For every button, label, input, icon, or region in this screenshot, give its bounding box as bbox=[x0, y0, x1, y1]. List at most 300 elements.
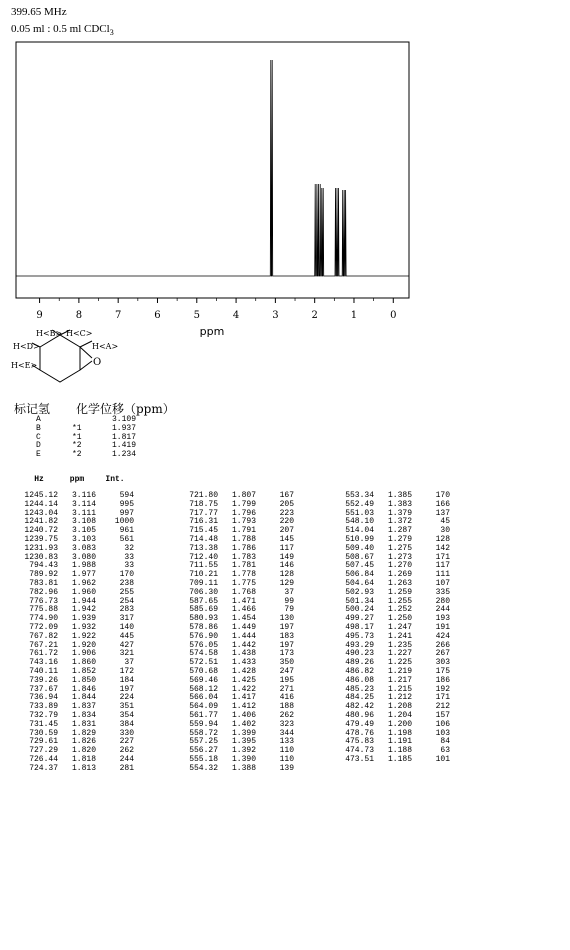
peak-hz: 574.58 bbox=[189, 649, 218, 659]
peak-intensity: 255 bbox=[119, 587, 134, 597]
peak-intensity: 280 bbox=[435, 596, 450, 606]
shift-value: 1.234 bbox=[112, 450, 137, 460]
peak-intensity: 997 bbox=[119, 508, 134, 518]
peak-ppm: 1.781 bbox=[231, 561, 256, 571]
peak-intensity: 207 bbox=[279, 526, 294, 536]
peak-ppm: 1.208 bbox=[387, 702, 412, 712]
peak-intensity: 139 bbox=[279, 763, 294, 773]
peak-hz: 716.31 bbox=[189, 517, 218, 527]
peak-ppm: 1.454 bbox=[231, 614, 256, 624]
peak-ppm: 1.783 bbox=[231, 552, 256, 562]
peak-ppm: 1.796 bbox=[231, 508, 256, 518]
peak-ppm: 1.826 bbox=[71, 737, 96, 747]
peak-hz: 709.11 bbox=[189, 578, 218, 588]
peak-hz: 783.81 bbox=[29, 578, 58, 588]
peak-hz: 576.90 bbox=[189, 631, 218, 641]
peak-hz: 510.99 bbox=[345, 534, 374, 544]
nmr-spectrum-chart bbox=[0, 0, 570, 345]
peak-ppm: 1.813 bbox=[71, 763, 96, 773]
peak-intensity: 266 bbox=[435, 640, 450, 650]
peak-ppm: 3.114 bbox=[71, 499, 96, 509]
peak-ppm: 1.860 bbox=[71, 658, 96, 668]
peak-hz: 772.09 bbox=[29, 622, 58, 632]
x-tick-label: 1 bbox=[350, 310, 358, 321]
label-hb: H<B> bbox=[36, 329, 63, 338]
peak-intensity: 193 bbox=[435, 614, 450, 624]
peak-intensity: 281 bbox=[119, 763, 134, 773]
peak-intensity: 212 bbox=[435, 702, 450, 712]
peak-ppm: 1.844 bbox=[71, 693, 96, 703]
peak-ppm: 1.372 bbox=[387, 517, 412, 527]
peak-intensity: 262 bbox=[279, 710, 294, 720]
peak-ppm: 1.270 bbox=[387, 561, 412, 571]
peak-intensity: 224 bbox=[119, 693, 134, 703]
assignment-note: *2 bbox=[72, 450, 82, 460]
peak-hz: 1230.83 bbox=[24, 552, 58, 562]
peak-intensity: 303 bbox=[435, 658, 450, 668]
epoxide-bond-2 bbox=[80, 361, 92, 370]
peak-hz: 1241.82 bbox=[24, 517, 58, 527]
peak-ppm: 1.383 bbox=[387, 499, 412, 509]
peak-ppm: 1.235 bbox=[387, 640, 412, 650]
peak-hz: 585.69 bbox=[189, 605, 218, 615]
assignment-note: *2 bbox=[72, 441, 82, 451]
peak-intensity: 961 bbox=[119, 526, 134, 536]
peak-hz: 501.34 bbox=[345, 596, 374, 606]
peak-intensity: 205 bbox=[279, 499, 294, 509]
peak-ppm: 1.449 bbox=[231, 622, 256, 632]
peak-ppm: 1.263 bbox=[387, 578, 412, 588]
peak-intensity: 170 bbox=[435, 491, 450, 500]
label-hc: H<C> bbox=[66, 329, 93, 338]
peak-hz: 774.90 bbox=[29, 614, 58, 624]
peak-ppm: 1.188 bbox=[387, 746, 412, 756]
peak-hz: 514.04 bbox=[345, 526, 374, 536]
peak-intensity: 344 bbox=[279, 728, 294, 738]
peak-hz: 508.67 bbox=[345, 552, 374, 562]
peak-intensity: 445 bbox=[119, 631, 134, 641]
peak-intensity: 166 bbox=[435, 499, 450, 509]
label-oxygen: O bbox=[93, 357, 102, 368]
peak-intensity: 63 bbox=[440, 746, 450, 756]
peak-hz: 504.64 bbox=[345, 578, 374, 588]
cyclohexane-ring bbox=[40, 335, 80, 382]
peak-hz: 730.59 bbox=[29, 728, 58, 738]
x-tick-label: 8 bbox=[75, 310, 83, 321]
peak-ppm: 1.852 bbox=[71, 666, 96, 676]
peak-hz: 551.03 bbox=[345, 508, 374, 518]
peak-intensity: 79 bbox=[284, 605, 294, 615]
peak-intensity: 37 bbox=[284, 587, 294, 597]
peak-ppm: 1.204 bbox=[387, 710, 412, 720]
peak-hz: 776.73 bbox=[29, 596, 58, 606]
peak-ppm: 1.422 bbox=[231, 684, 256, 694]
peak-hz: 506.84 bbox=[345, 570, 374, 580]
peak-ppm: 1.385 bbox=[387, 491, 412, 500]
peak-intensity: 172 bbox=[119, 666, 134, 676]
peak-table-col-1 bbox=[20, 476, 134, 774]
peak-ppm: 1.944 bbox=[71, 596, 96, 606]
hydrogen-label: D bbox=[36, 441, 41, 451]
peak-hz: 718.75 bbox=[189, 499, 218, 509]
peak-hz: 1231.93 bbox=[24, 543, 58, 553]
peak-ppm: 1.837 bbox=[71, 702, 96, 712]
peak-ppm: 1.212 bbox=[387, 693, 412, 703]
peak-ppm: 3.111 bbox=[71, 508, 96, 518]
peak-intensity: 110 bbox=[279, 746, 294, 756]
peak-intensity: 32 bbox=[124, 543, 134, 553]
peak-intensity: 561 bbox=[119, 534, 134, 544]
spectrometer-frequency: 399.65 MHz bbox=[11, 6, 67, 18]
peak-hz: 502.93 bbox=[345, 587, 374, 597]
peak-intensity: 323 bbox=[279, 719, 294, 729]
peak-intensity: 262 bbox=[119, 746, 134, 756]
peak-hz: 714.48 bbox=[189, 534, 218, 544]
peak-ppm: 1.471 bbox=[231, 596, 256, 606]
peak-ppm: 1.279 bbox=[387, 534, 412, 544]
peak-ppm: 1.275 bbox=[387, 543, 412, 553]
x-tick-label: 0 bbox=[390, 310, 397, 321]
peak-ppm: 1.412 bbox=[231, 702, 256, 712]
peak-hz: 724.37 bbox=[29, 763, 58, 773]
peak-hz: 715.45 bbox=[189, 526, 218, 536]
peak-ppm: 1.846 bbox=[71, 684, 96, 694]
peak-intensity: 192 bbox=[435, 684, 450, 694]
peak-ppm: 1.399 bbox=[231, 728, 256, 738]
peak-ppm: 1.241 bbox=[387, 631, 412, 641]
peak-intensity: 175 bbox=[435, 666, 450, 676]
solvent-subscript: 3 bbox=[109, 28, 114, 38]
peak-hz: 711.55 bbox=[189, 561, 218, 571]
peak-hz: 489.26 bbox=[345, 658, 374, 668]
peak-intensity: 129 bbox=[279, 578, 294, 588]
peak-ppm: 1.834 bbox=[71, 710, 96, 720]
peak-intensity: 197 bbox=[279, 640, 294, 650]
peak-ppm: 1.788 bbox=[231, 534, 256, 544]
peak-hz: 474.73 bbox=[345, 746, 374, 756]
peak-ppm: 1.778 bbox=[231, 570, 256, 580]
peak-hz: 1239.75 bbox=[24, 534, 58, 544]
peak-hz: 566.04 bbox=[189, 693, 218, 703]
peak-hz: 578.86 bbox=[189, 622, 218, 632]
peak-intensity: 167 bbox=[279, 491, 294, 500]
peak-ppm: 1.850 bbox=[71, 675, 96, 685]
peak-intensity: 103 bbox=[435, 728, 450, 738]
x-axis bbox=[36, 298, 396, 321]
peak-intensity: 244 bbox=[435, 605, 450, 615]
peak-hz: 500.24 bbox=[345, 605, 374, 615]
peak-intensity: 171 bbox=[435, 552, 450, 562]
peak-ppm: 1.225 bbox=[387, 658, 412, 668]
peak-hz: 727.29 bbox=[29, 746, 58, 756]
peak-intensity: 197 bbox=[119, 684, 134, 694]
peak-intensity: 384 bbox=[119, 719, 134, 729]
peak-ppm: 1.939 bbox=[71, 614, 96, 624]
plot-frame bbox=[16, 42, 409, 298]
peak-hz: 558.72 bbox=[189, 728, 218, 738]
peak-intensity: 227 bbox=[119, 737, 134, 747]
header-int: Int. bbox=[105, 475, 125, 484]
peak-intensity: 111 bbox=[435, 570, 450, 580]
peak-ppm: 1.818 bbox=[71, 754, 96, 764]
peak-hz: 473.51 bbox=[345, 754, 374, 764]
peak-table-spacer bbox=[336, 476, 450, 492]
peak-hz: 557.25 bbox=[189, 737, 218, 747]
bond-ha bbox=[80, 341, 92, 347]
peak-intensity: 416 bbox=[279, 693, 294, 703]
peak-intensity: 101 bbox=[435, 754, 450, 764]
peak-intensity: 146 bbox=[279, 561, 294, 571]
peak-hz: 739.26 bbox=[29, 675, 58, 685]
shift-value: 1.419 bbox=[112, 441, 137, 451]
peak-ppm: 1.442 bbox=[231, 640, 256, 650]
peak-ppm: 1.269 bbox=[387, 570, 412, 580]
peak-hz: 479.49 bbox=[345, 719, 374, 729]
peak-table-col-2 bbox=[180, 476, 294, 774]
peak-hz: 498.17 bbox=[345, 622, 374, 632]
peak-ppm: 1.793 bbox=[231, 517, 256, 527]
peak-intensity: 106 bbox=[435, 719, 450, 729]
assigned-hydrogen-heading: 标记氢 bbox=[14, 402, 51, 416]
peak-intensity: 133 bbox=[279, 737, 294, 747]
peak-intensity: 33 bbox=[124, 561, 134, 571]
shift-value: 1.817 bbox=[112, 432, 137, 442]
peak-ppm: 1.988 bbox=[71, 561, 96, 571]
peak-intensity: 223 bbox=[279, 508, 294, 518]
label-hd: H<D> bbox=[13, 342, 40, 351]
peak-intensity: 995 bbox=[119, 499, 134, 509]
spacer-cell bbox=[180, 476, 294, 492]
peak-hz: 712.40 bbox=[189, 552, 218, 562]
peak-ppm: 1.392 bbox=[231, 746, 256, 756]
spectrum-trace bbox=[16, 60, 409, 276]
peak-ppm: 1.425 bbox=[231, 675, 256, 685]
peak-hz: 717.77 bbox=[189, 508, 218, 518]
peak-ppm: 1.932 bbox=[71, 622, 96, 632]
peak-intensity: 157 bbox=[435, 710, 450, 720]
peak-ppm: 1.273 bbox=[387, 552, 412, 562]
x-tick-label: 7 bbox=[114, 310, 122, 321]
x-tick-label: 3 bbox=[272, 310, 279, 321]
peak-ppm: 1.390 bbox=[231, 754, 256, 764]
assignment-note: *1 bbox=[72, 423, 82, 433]
peak-intensity: 317 bbox=[119, 614, 134, 624]
peak-intensity: 99 bbox=[284, 596, 294, 606]
peak-intensity: 195 bbox=[279, 675, 294, 685]
peak-intensity: 117 bbox=[435, 561, 450, 571]
peak-ppm: 1.807 bbox=[231, 491, 256, 500]
peak-intensity: 238 bbox=[119, 578, 134, 588]
peak-intensity: 110 bbox=[279, 754, 294, 764]
peak-ppm: 1.444 bbox=[231, 631, 256, 641]
peak-ppm: 1.922 bbox=[71, 631, 96, 641]
peak-hz: 507.45 bbox=[345, 561, 374, 571]
peak-intensity: 184 bbox=[119, 675, 134, 685]
peak-hz: 499.27 bbox=[345, 614, 374, 624]
shift-value: 1.937 bbox=[112, 423, 137, 433]
peak-hz: 475.83 bbox=[345, 737, 374, 747]
peak-hz: 486.08 bbox=[345, 675, 374, 685]
peak-hz: 731.45 bbox=[29, 719, 58, 729]
peak-ppm: 1.791 bbox=[231, 526, 256, 536]
peak-hz: 740.11 bbox=[29, 666, 58, 676]
peak-intensity: 424 bbox=[435, 631, 450, 641]
peak-ppm: 1.287 bbox=[387, 526, 412, 536]
peak-ppm: 1.942 bbox=[71, 605, 96, 615]
peak-intensity: 283 bbox=[119, 605, 134, 615]
peak-intensity: 335 bbox=[435, 587, 450, 597]
peak-hz: 556.27 bbox=[189, 746, 218, 756]
peak-ppm: 1.250 bbox=[387, 614, 412, 624]
hydrogen-label: C bbox=[36, 432, 41, 442]
peak-hz: 482.42 bbox=[345, 702, 374, 712]
peak-hz: 713.38 bbox=[189, 543, 218, 553]
peak-hz: 559.94 bbox=[189, 719, 218, 729]
peak-ppm: 3.116 bbox=[71, 491, 96, 500]
peak-intensity: 145 bbox=[279, 534, 294, 544]
peak-hz: 480.96 bbox=[345, 710, 374, 720]
peak-ppm: 1.406 bbox=[231, 710, 256, 720]
peak-hz: 572.51 bbox=[189, 658, 218, 668]
label-he: H<E> bbox=[11, 361, 38, 370]
peak-intensity: 173 bbox=[279, 649, 294, 659]
peak-intensity: 427 bbox=[119, 640, 134, 650]
peak-hz: 564.09 bbox=[189, 702, 218, 712]
peak-intensity: 45 bbox=[440, 517, 450, 527]
epoxide-bond-1 bbox=[80, 347, 92, 358]
peak-intensity: 186 bbox=[435, 675, 450, 685]
peak-ppm: 1.428 bbox=[231, 666, 256, 676]
shift-row bbox=[36, 451, 152, 460]
peak-intensity: 128 bbox=[279, 570, 294, 580]
peak-row bbox=[180, 765, 294, 774]
peak-hz: 721.80 bbox=[189, 491, 218, 500]
peak-intensity: 37 bbox=[124, 658, 134, 668]
peak-hz: 561.77 bbox=[189, 710, 218, 720]
peak-table-col-3 bbox=[336, 476, 450, 765]
peak-hz: 509.40 bbox=[345, 543, 374, 553]
x-tick-label: 6 bbox=[154, 310, 161, 321]
peak-ppm: 3.080 bbox=[71, 552, 96, 562]
peak-ppm: 1.395 bbox=[231, 737, 256, 747]
peak-intensity: 30 bbox=[440, 526, 450, 536]
peak-ppm: 1.185 bbox=[387, 754, 412, 764]
peak-hz: 580.93 bbox=[189, 614, 218, 624]
shift-assignment-table bbox=[36, 416, 152, 460]
peak-hz: 553.34 bbox=[345, 491, 374, 500]
peak-hz: 767.82 bbox=[29, 631, 58, 641]
shift-value: 3.109 bbox=[112, 415, 137, 424]
peak-hz: 555.18 bbox=[189, 754, 218, 764]
hydrogen-label: E bbox=[36, 450, 41, 460]
peak-hz: 775.88 bbox=[29, 605, 58, 615]
peak-intensity: 188 bbox=[279, 702, 294, 712]
peak-ppm: 1.820 bbox=[71, 746, 96, 756]
peak-ppm: 1.775 bbox=[231, 578, 256, 588]
peak-ppm: 1.227 bbox=[387, 649, 412, 659]
peak-hz: 710.21 bbox=[189, 570, 218, 580]
peak-hz: 737.67 bbox=[29, 684, 58, 694]
peak-ppm: 1.977 bbox=[71, 570, 96, 580]
peak-hz: 733.89 bbox=[29, 702, 58, 712]
peak-hz: 484.25 bbox=[345, 693, 374, 703]
peak-intensity: 107 bbox=[435, 578, 450, 588]
peak-intensity: 220 bbox=[279, 517, 294, 527]
x-tick-label: 5 bbox=[193, 310, 200, 321]
peak-ppm: 1.217 bbox=[387, 675, 412, 685]
peak-hz: 767.21 bbox=[29, 640, 58, 650]
peak-ppm: 1.962 bbox=[71, 578, 96, 588]
peak-ppm: 1.417 bbox=[231, 693, 256, 703]
hydrogen-label: B bbox=[36, 423, 41, 433]
peak-ppm: 1.198 bbox=[387, 728, 412, 738]
peak-hz: 478.76 bbox=[345, 728, 374, 738]
peak-ppm: 1.259 bbox=[387, 587, 412, 597]
peak-hz: 548.10 bbox=[345, 517, 374, 527]
solvent-text: 0.05 ml : 0.5 ml CDCl bbox=[11, 23, 110, 35]
peak-intensity: 321 bbox=[119, 649, 134, 659]
peak-hz: 552.49 bbox=[345, 499, 374, 509]
peak-row bbox=[20, 765, 134, 774]
hydrogen-label: A bbox=[36, 415, 41, 424]
peak-intensity: 197 bbox=[279, 622, 294, 632]
peak-intensity: 247 bbox=[279, 666, 294, 676]
peak-hz: 1244.14 bbox=[24, 499, 58, 509]
peak-hz: 554.32 bbox=[189, 763, 218, 773]
peak-hz: 568.12 bbox=[189, 684, 218, 694]
peak-intensity: 128 bbox=[435, 534, 450, 544]
assignment-note: *1 bbox=[72, 432, 82, 442]
peak-intensity: 254 bbox=[119, 596, 134, 606]
peak-ppm: 1.960 bbox=[71, 587, 96, 597]
peak-hz: 794.43 bbox=[29, 561, 58, 571]
peak-ppm: 1.831 bbox=[71, 719, 96, 729]
peak-ppm: 3.083 bbox=[71, 543, 96, 553]
peak-ppm: 1.379 bbox=[387, 508, 412, 518]
peak-intensity: 330 bbox=[119, 728, 134, 738]
peak-hz: 587.65 bbox=[189, 596, 218, 606]
peak-intensity: 244 bbox=[119, 754, 134, 764]
peak-intensity: 137 bbox=[435, 508, 450, 518]
peak-intensity: 191 bbox=[435, 622, 450, 632]
peak-intensity: 149 bbox=[279, 552, 294, 562]
epoxycyclohexane-structure bbox=[8, 325, 148, 400]
label-ha: H<A> bbox=[92, 342, 119, 351]
peak-ppm: 1.247 bbox=[387, 622, 412, 632]
x-tick-label: 4 bbox=[232, 310, 240, 321]
peak-intensity: 117 bbox=[279, 543, 294, 553]
peak-ppm: 1.191 bbox=[387, 737, 412, 747]
peak-intensity: 354 bbox=[119, 710, 134, 720]
peak-intensity: 351 bbox=[119, 702, 134, 712]
peak-ppm: 1.438 bbox=[231, 649, 256, 659]
peak-intensity: 267 bbox=[435, 649, 450, 659]
peak-intensity: 170 bbox=[119, 570, 134, 580]
peak-hz: 1243.04 bbox=[24, 508, 58, 518]
peak-hz: 490.23 bbox=[345, 649, 374, 659]
spacer-cell bbox=[336, 476, 450, 492]
peak-hz: 736.94 bbox=[29, 693, 58, 703]
peak-hz: 789.92 bbox=[29, 570, 58, 580]
peak-row bbox=[336, 756, 450, 765]
peak-hz: 485.23 bbox=[345, 684, 374, 694]
peak-ppm: 1.433 bbox=[231, 658, 256, 668]
peak-hz: 729.61 bbox=[29, 737, 58, 747]
peak-ppm: 3.103 bbox=[71, 534, 96, 544]
peak-hz: 743.16 bbox=[29, 658, 58, 668]
peak-intensity: 142 bbox=[435, 543, 450, 553]
peak-ppm: 1.219 bbox=[387, 666, 412, 676]
